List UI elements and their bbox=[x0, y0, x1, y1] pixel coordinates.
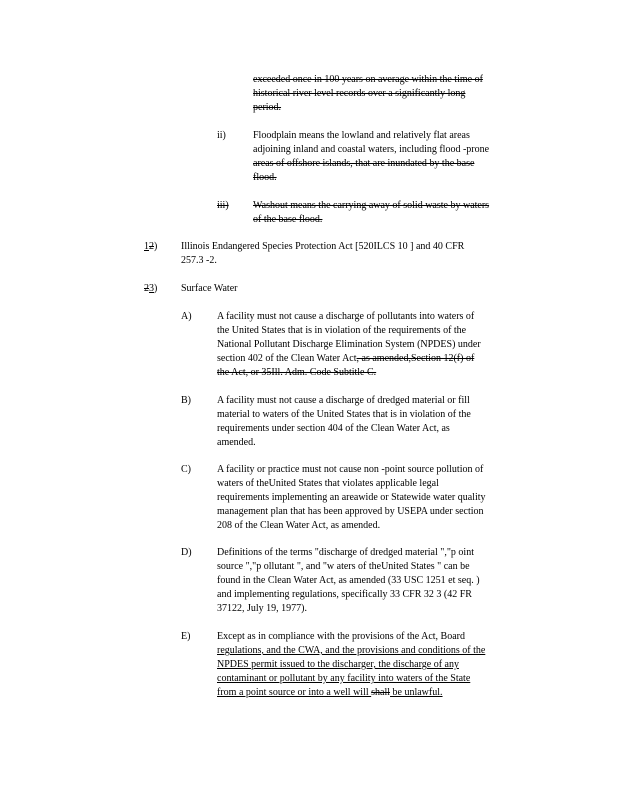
text-line: material to waters of the United States that is in violation of the bbox=[217, 409, 471, 420]
text-line: requirements under section 404 of the Clean Water Act, as bbox=[217, 423, 450, 434]
inserted-text-line: contaminant or pollutant by any facility into waters of the State bbox=[217, 673, 471, 684]
text-line: requirements implementing an areawide or Statewide water quality bbox=[217, 492, 486, 503]
section-heading-surface-water: Surface Water bbox=[181, 283, 238, 294]
text-line: period. bbox=[253, 102, 282, 113]
struck-text-line: the Act, or 35Ill. Adm. Code Subtitle C. bbox=[217, 367, 377, 378]
paragraph-A bbox=[217, 310, 532, 380]
text-line: A facility must not cause a discharge of dredged material or fill bbox=[217, 395, 470, 406]
floodplain-definition bbox=[253, 129, 532, 185]
text-line bbox=[217, 686, 542, 700]
inserted-text-line: NPDES permit issued to the discharger, the discharge of any bbox=[217, 659, 459, 670]
item-number-ii: ii) bbox=[217, 130, 226, 141]
text-line: historical river level records over a significantly long bbox=[253, 88, 466, 99]
text-line: Illinois Endangered Species Protection Act [520ILCS 10 ] and 40 CFR bbox=[181, 241, 465, 252]
text-line: management plan that has been approved by USEPA under section bbox=[217, 506, 484, 517]
text-line: National Pollutant Discharge Elimination System (NPDES) under bbox=[217, 339, 481, 350]
text-line: adjoining inland and coastal waters, including flood -prone bbox=[253, 144, 490, 155]
deleted-digit: 2 bbox=[144, 283, 149, 294]
washout-definition bbox=[253, 199, 540, 227]
paragraph-C bbox=[217, 463, 537, 533]
struck-text: shall bbox=[371, 687, 391, 698]
text-line: Floodplain means the lowland and relatively flat areas bbox=[253, 130, 470, 141]
paragraph-E bbox=[217, 630, 542, 700]
text-line: and implementing regulations, specifically 33 CFR 32 3 (42 FR bbox=[217, 589, 472, 600]
inserted-text: from a point source or into a well will bbox=[217, 687, 372, 698]
text-line: 257.3 -2. bbox=[181, 255, 217, 266]
inserted-text-line: regulations, and the CWA, and the provisions and conditions of the bbox=[217, 645, 486, 656]
deleted-digit: 2 bbox=[149, 241, 154, 252]
struck-text: , as amended,Section 12(f) of bbox=[356, 353, 475, 364]
text-line: A facility must not cause a discharge of pollutants into waters of bbox=[217, 311, 475, 322]
text-line: of the base flood. bbox=[253, 214, 323, 225]
text-line: source ","p ollutant ", and "w aters of theUnited States " can be bbox=[217, 561, 470, 572]
struck-text-line: areas of offshore islands, that are inundated by the base bbox=[253, 158, 475, 169]
inserted-digit: 1 bbox=[144, 241, 149, 252]
paragraph-B bbox=[217, 394, 532, 450]
text-line: amended. bbox=[217, 437, 256, 448]
text-line: exceeded once in 100 years on average within the time of bbox=[253, 74, 483, 85]
text-line: the United States that is in violation of the requirements of the bbox=[217, 325, 467, 336]
text-line: Except as in compliance with the provisions of the Act, Board bbox=[217, 631, 465, 642]
item-number-12: 12) bbox=[144, 241, 158, 252]
item-number-C: C) bbox=[181, 464, 191, 475]
text-line: Washout means the carrying away of solid waste by waters bbox=[253, 200, 490, 211]
struck-text-line: flood. bbox=[253, 172, 277, 183]
text-line: waters of theUnited States that violates applicable legal bbox=[217, 478, 439, 489]
paragraph-D bbox=[217, 546, 537, 616]
item-number-D: D) bbox=[181, 547, 192, 558]
endangered-species-item bbox=[181, 240, 521, 268]
text-line: found in the Clean Water Act, as amended (33 USC 1251 et seq. ) bbox=[217, 575, 480, 586]
struck-definition-continuation bbox=[253, 73, 532, 115]
inserted-digit: 3 bbox=[149, 283, 154, 294]
text-line: section 402 of the Clean Water Act, as amended,Section 12(f) of bbox=[217, 353, 475, 364]
text-line: A facility or practice must not cause non -point source pollution of bbox=[217, 464, 484, 475]
text-line: 208 of the Clean Water Act, as amended. bbox=[217, 520, 381, 531]
inserted-text: be unlawful. bbox=[390, 687, 443, 698]
text-line: Definitions of the terms "discharge of dredged material ","p oint bbox=[217, 547, 474, 558]
item-number-iii: iii) bbox=[217, 200, 229, 211]
item-number-E: E) bbox=[181, 631, 191, 642]
item-number-A: A) bbox=[181, 311, 192, 322]
text-line: 37122, July 19, 1977). bbox=[217, 603, 307, 614]
item-number-23: 23) bbox=[144, 283, 158, 294]
item-number-B: B) bbox=[181, 395, 191, 406]
